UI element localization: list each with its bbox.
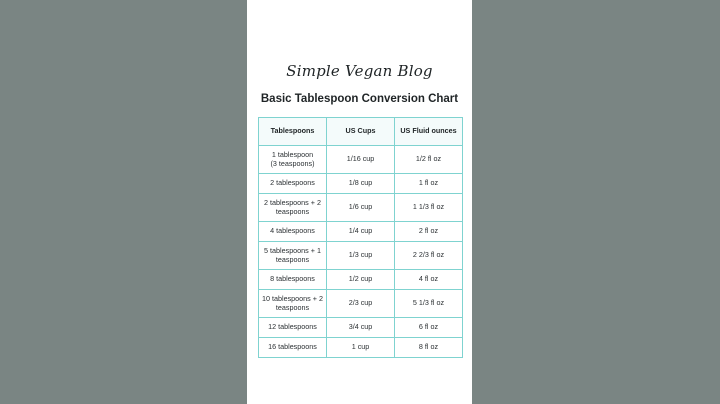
table-row	[259, 270, 463, 290]
header-us-cups: US Cups	[327, 118, 395, 146]
cell-tablespoons: 10 tablespoons + 2 teaspoons	[259, 290, 327, 318]
cell-cups: 1/16 cup	[327, 146, 395, 174]
table-row	[259, 146, 463, 174]
cell-cups: 2/3 cup	[327, 290, 395, 318]
cell-cups: 1/4 cup	[327, 222, 395, 242]
cell-cups: 3/4 cup	[327, 318, 395, 338]
cell-fl-oz: 8 fl oz	[395, 338, 463, 358]
table-header-row	[259, 118, 463, 146]
brand-logo: Simple Vegan Blog	[286, 62, 433, 80]
chart-card	[247, 0, 472, 404]
table-body	[259, 146, 463, 358]
cell-tablespoons: 1 tablespoon (3 teaspoons)	[259, 146, 327, 174]
table-row	[259, 194, 463, 222]
cell-tablespoons: 2 tablespoons	[259, 174, 327, 194]
cell-fl-oz: 1/2 fl oz	[395, 146, 463, 174]
table-row	[259, 174, 463, 194]
cell-cups: 1 cup	[327, 338, 395, 358]
table-row	[259, 242, 463, 270]
cell-fl-oz: 4 fl oz	[395, 270, 463, 290]
cell-cups: 1/2 cup	[327, 270, 395, 290]
cell-fl-oz: 1 1/3 fl oz	[395, 194, 463, 222]
cell-tablespoons: 4 tablespoons	[259, 222, 327, 242]
table-row	[259, 318, 463, 338]
cell-cups: 1/6 cup	[327, 194, 395, 222]
header-us-fluid-ounces: US Fluid ounces	[395, 118, 463, 146]
cell-fl-oz: 1 fl oz	[395, 174, 463, 194]
cell-fl-oz: 2 2/3 fl oz	[395, 242, 463, 270]
cell-fl-oz: 5 1/3 fl oz	[395, 290, 463, 318]
cell-fl-oz: 2 fl oz	[395, 222, 463, 242]
cell-tablespoons: 12 tablespoons	[259, 318, 327, 338]
cell-cups: 1/8 cup	[327, 174, 395, 194]
cell-tablespoons: 16 tablespoons	[259, 338, 327, 358]
conversion-table	[258, 117, 463, 358]
table-row	[259, 222, 463, 242]
cell-tablespoons: 5 tablespoons + 1 teaspoons	[259, 242, 327, 270]
cell-tablespoons: 8 tablespoons	[259, 270, 327, 290]
chart-title: Basic Tablespoon Conversion Chart	[260, 93, 459, 105]
header-tablespoons: Tablespoons	[259, 118, 327, 146]
table-row	[259, 338, 463, 358]
cell-fl-oz: 6 fl oz	[395, 318, 463, 338]
table-row	[259, 290, 463, 318]
cell-cups: 1/3 cup	[327, 242, 395, 270]
cell-tablespoons: 2 tablespoons + 2 teaspoons	[259, 194, 327, 222]
